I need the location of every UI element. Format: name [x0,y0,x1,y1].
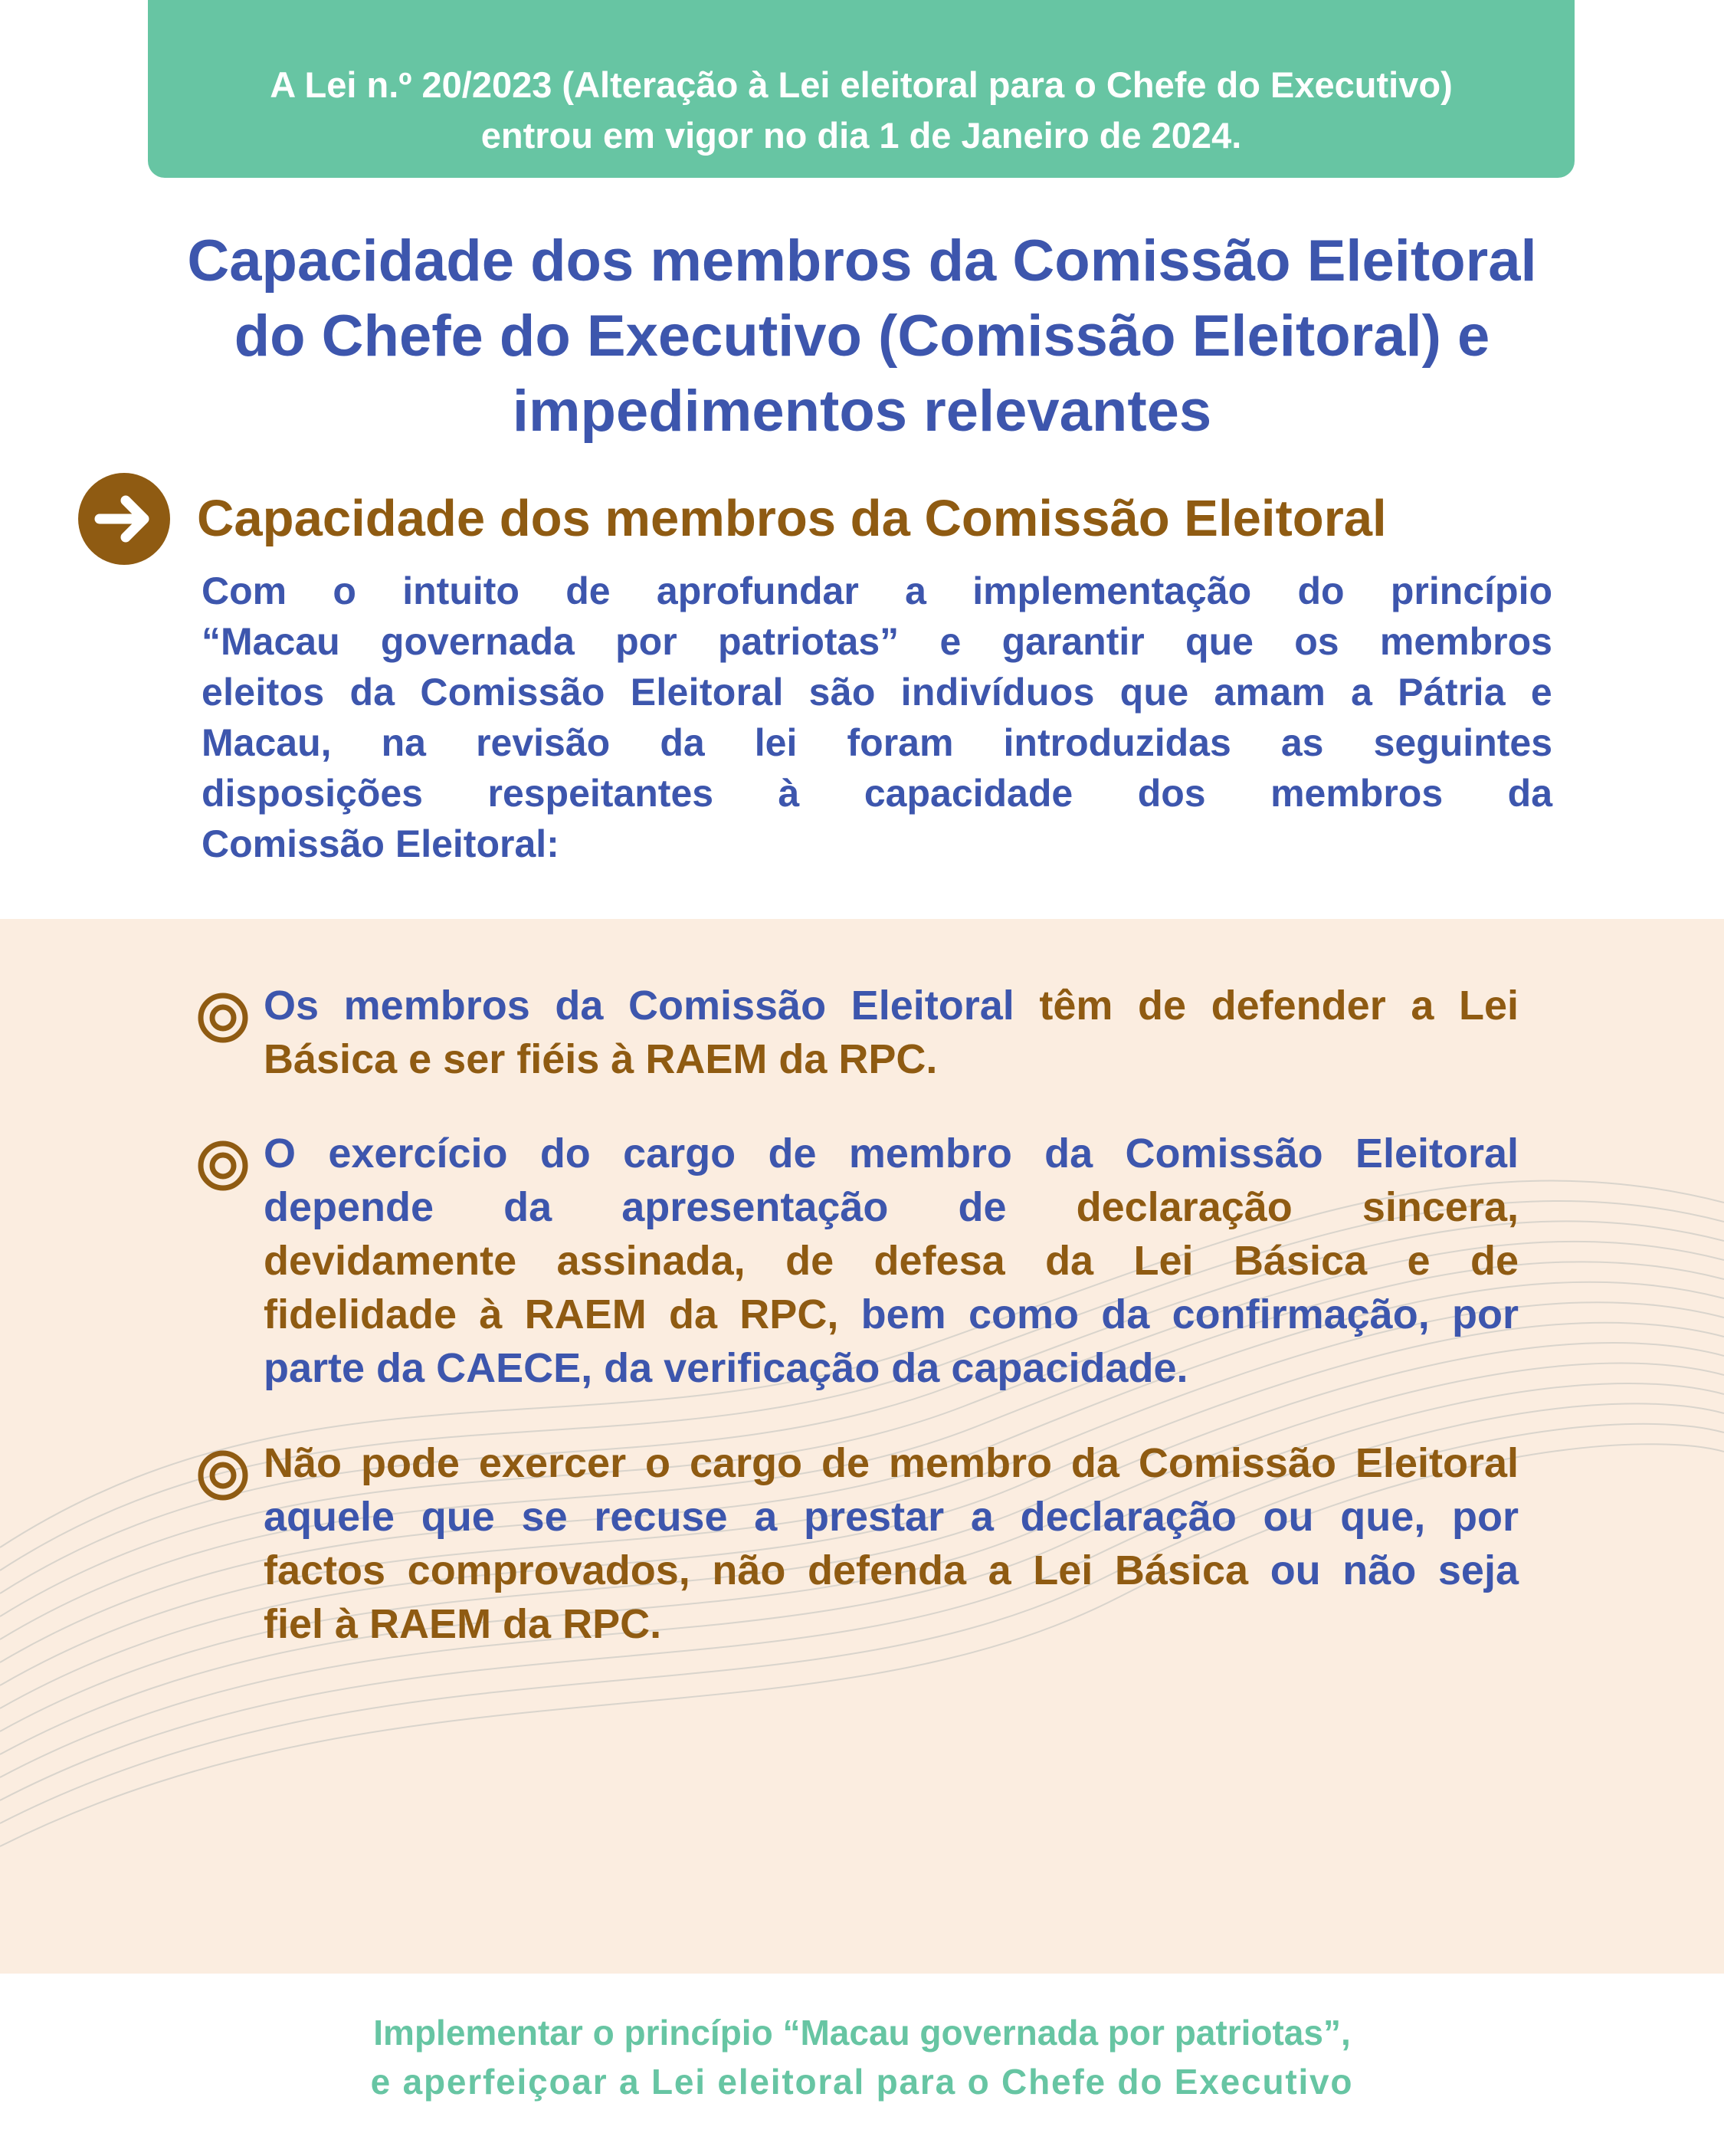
banner-line-2: entrou em vigor no dia 1 de Janeiro de 2024. [480,115,1242,156]
provision-line: parte da CAECE, da verificação da capacidade. [264,1345,1188,1391]
provision-line: fiel à RAEM da RPC. [264,1601,662,1647]
intro-line: Comissão Eleitoral: [202,822,559,865]
provision-line: Não pode exercer o cargo de membro da Comissão Eleitoral [264,1440,1519,1486]
footer-line-2: e aperfeiçoar a Lei eleitoral para o Chefe do Executivo [370,2062,1354,2102]
intro-line: Macau, na revisão da lei foram introduzidas as seguintes [202,721,1552,764]
intro-paragraph [202,566,1552,869]
page-title-line-1: Capacidade dos membros da Comissão Eleitoral [187,228,1537,294]
provision-line: factos comprovados, não defenda a Lei Básica ou não seja [264,1547,1519,1593]
intro-line: “Macau governada por patriotas” e garantir que os membros [202,620,1552,663]
provision-line: Os membros da Comissão Eleitoral têm de defender a Lei [264,983,1519,1029]
top-banner [148,0,1575,178]
page-title [77,224,1647,449]
footer-line-1: Implementar o princípio “Macau governada por patriotas”, [373,2013,1351,2053]
intro-line: Com o intuito de aprofundar a implementação do princípio [202,569,1552,612]
section-heading: Capacidade dos membros da Comissão Eleitoral [197,490,1387,547]
provision-line: aquele que se recuse a prestar a declaração ou que, por [264,1494,1519,1540]
double-circle-bullet-icon [197,1140,249,1192]
double-circle-bullet-icon [197,1449,249,1501]
provision-line: depende da apresentação de declaração sincera, [264,1184,1519,1230]
page-title-line-3: impedimentos relevantes [512,379,1212,444]
double-circle-bullet-icon [197,992,249,1044]
provision-line: devidamente assinada, de defesa da Lei Básica e de [264,1238,1519,1284]
footer-slogan [77,2008,1647,2106]
provision-line: fidelidade à RAEM da RPC, bem como da confirmação, por [264,1291,1519,1337]
arrow-right-circle-icon [78,473,170,565]
intro-line: disposições respeitantes à capacidade dos membros da [202,772,1552,815]
intro-line: eleitos da Comissão Eleitoral são indivíduos que amam a Pátria e [202,671,1552,714]
page-title-line-2: do Chefe do Executivo (Comissão Eleitoral) e [234,304,1490,369]
provision-line: O exercício do cargo de membro da Comissão Eleitoral [264,1131,1519,1176]
banner-line-1: A Lei n.º 20/2023 (Alteração à Lei eleitoral para o Chefe do Executivo) [270,64,1453,105]
provision-line: Básica e ser fiéis à RAEM da RPC. [264,1036,938,1082]
